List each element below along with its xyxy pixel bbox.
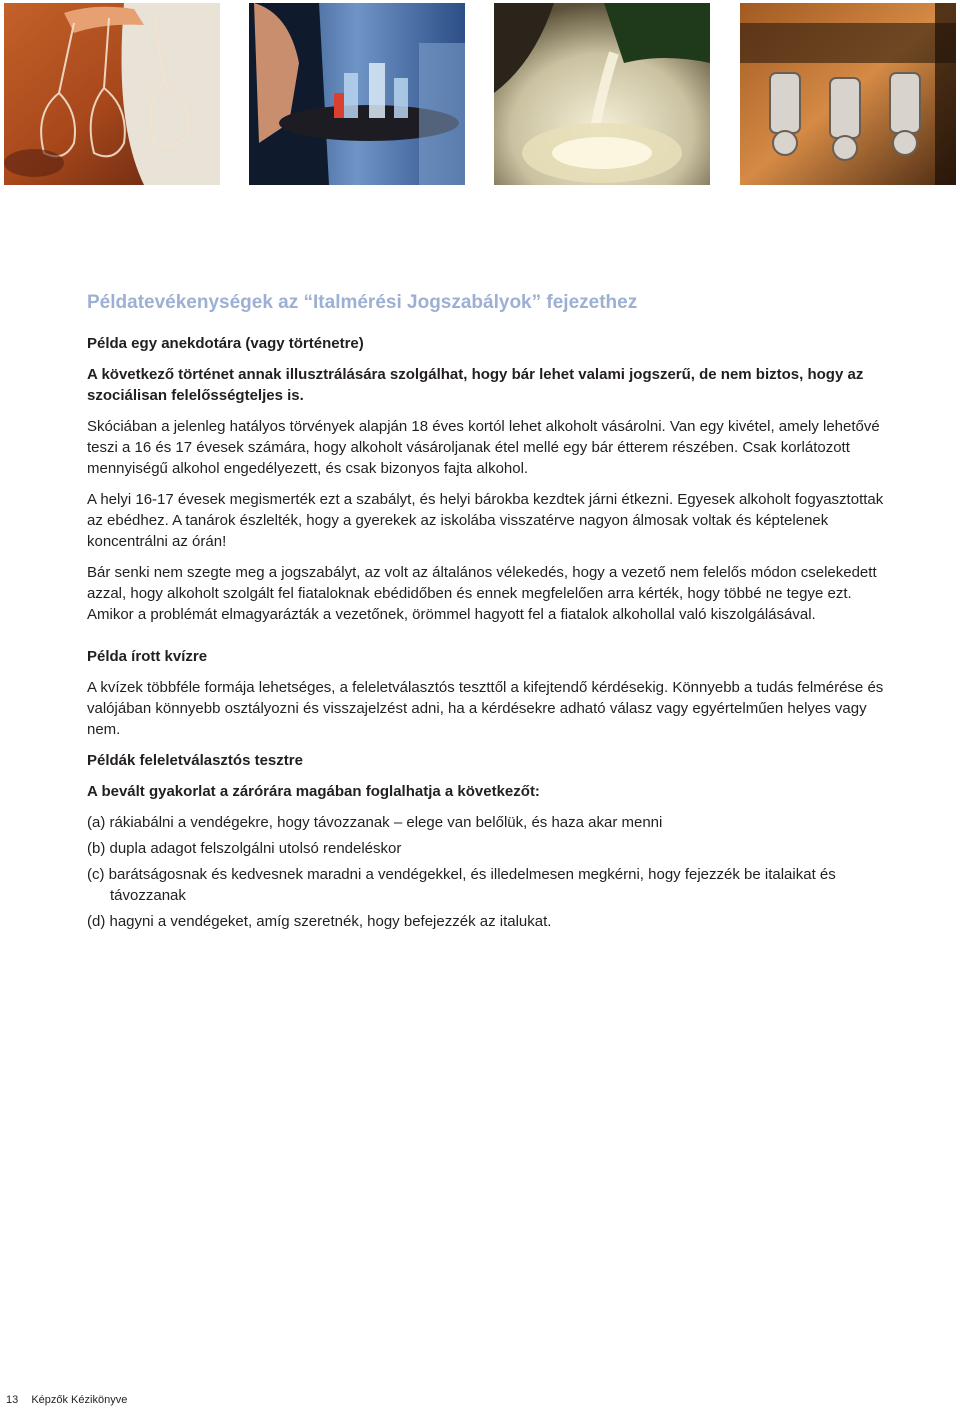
answer-option-b: (b) dupla adagot felszolgálni utolsó rendeléskor: [87, 840, 402, 857]
anecdote-intro: A következő történet annak illusztrálására szolgálhat, hogy bár lehet valami jogszerű, de nem biztos, hogy az szociálisan felelősségteljes is.: [87, 366, 864, 404]
page-number: 13: [6, 1394, 19, 1406]
answer-option-a: (a) rákiabálni a vendégekre, hogy távozzanak – elege van belőlük, és haza akar menni: [87, 814, 663, 831]
main-content: [87, 290, 887, 937]
wine-glasses-photo: [4, 3, 220, 185]
multiple-choice-question: A bevált gyakorlat a zárórára magában foglalhatja a következőt:: [87, 783, 540, 800]
spacer: [87, 635, 887, 646]
waiter-tray-image: [249, 3, 465, 185]
book-title: Képzők Kézikönyve: [31, 1394, 128, 1406]
answer-option-d: (d) hagyni a vendégeket, amíg szeretnék, hogy befejezzék az italukat.: [87, 913, 552, 930]
beer-taps-image: [740, 3, 956, 185]
wine-glasses-image: [4, 3, 220, 185]
anecdote-paragraph-2: A helyi 16-17 évesek megismerték ezt a szabályt, és helyi bárokba kezdtek járni étkezni. Egyesek alkoholt fogyasztottak az ebédhez. A tanárok észlelték, hogy a gyerekek az iskolába visszatérve nagyon álmosak voltak és képtelenek koncentrálni az órán!: [87, 491, 884, 550]
answer-options: [87, 812, 887, 932]
waiter-tray-photo: [249, 3, 465, 185]
answer-option-c: (c) barátságosnak és kedvesnek maradni a vendégekkel, és illedelmesen megkérni, hogy fejezzék be italaikat és távozzanak: [87, 866, 836, 904]
anecdote-paragraph-1: Skóciában a jelenleg hatályos törvények alapján 18 éves kortól lehet alkoholt vásárolni. Van egy kivétel, amely lehetővé teszi a 16 és 17 évesek számára, hogy alkoholt vásároljanak étel mellé egy bár étterem részében. Csak korlátozott mennyiségű alkohol engedélyezett, és csak bizonyos fajta alkohol.: [87, 418, 880, 477]
beer-taps-photo: [740, 3, 956, 185]
quiz-paragraph: A kvízek többféle formája lehetséges, a feleletválasztós teszttől a kifejtendő kérdésekig. Könnyebb a tudás felmérése és valójában könnyebb osztályozni és visszajelzést adni, ha a kérdésekre adható válasz vagy egyértelműen helyes vagy nem.: [87, 679, 884, 738]
quiz-heading: Példa írott kvízre: [87, 648, 208, 665]
multiple-choice-heading: Példák feleletválasztós tesztre: [87, 752, 303, 769]
page-footer: [6, 1393, 127, 1407]
pouring-drink-photo: [494, 3, 710, 185]
pouring-drink-image: [494, 3, 710, 185]
photo-strip: [4, 3, 956, 185]
anecdote-paragraph-3: Bár senki nem szegte meg a jogszabályt, az volt az általános vélekedés, hogy a vezető nem felelős módon cselekedett azzal, hogy alkoholt szolgált fel fiataloknak ebédidőben és ennek megfelelően arra kérték, hogy többé ne tegye ezt. Amikor a problémát elmagyarázták a vezetőnek, örömmel hagyott fel a fiatalok alkohollal való kiszolgálásával.: [87, 564, 877, 623]
section-title: Példatevékenységek az “Italmérési Jogszabályok” fejezethez: [87, 292, 638, 313]
anecdote-heading: Példa egy anekdotára (vagy történetre): [87, 335, 364, 352]
